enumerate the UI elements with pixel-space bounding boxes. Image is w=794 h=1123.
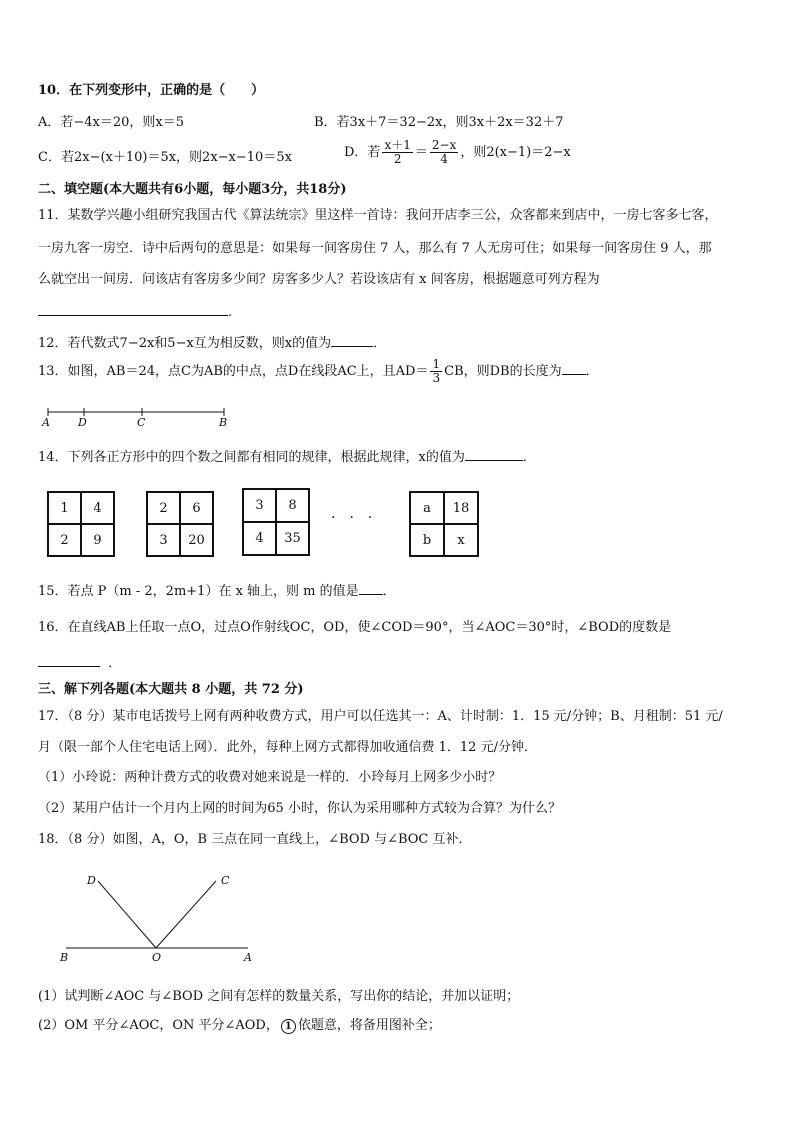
square-cell: a [410, 492, 444, 524]
q18-sub-2-instruction: 依题意，将备用图补全； [297, 1018, 441, 1033]
point-label-c: C [221, 874, 230, 887]
q18-stem: 18．（8 分）如图，A，O，B 三点在同一直线上，∠BOD 与∠BOC 互补． [38, 832, 472, 847]
q16-end: ． [108, 656, 122, 671]
q14-end: ． [522, 450, 536, 465]
q10-option-d [344, 139, 571, 166]
q15 [38, 582, 396, 601]
fraction-denominator: 4 [440, 152, 448, 166]
square-cell: 4 [81, 492, 114, 524]
equals-sign: ＝ [414, 145, 428, 160]
fraction [382, 139, 412, 166]
q13-end: ． [585, 364, 599, 379]
fraction-denominator: 3 [432, 371, 441, 385]
square-cell: 35 [276, 522, 309, 555]
square-cell: 8 [276, 489, 309, 522]
point-label-a: A [244, 951, 252, 964]
number-square-2 [146, 491, 214, 557]
square-cell: 1 [48, 492, 81, 524]
q10-option-a: A．若−4x＝20，则x＝5 [38, 115, 185, 130]
point-label-b: B [219, 416, 228, 429]
q18-sub-2 [38, 1017, 441, 1035]
q13-text-after: CB，则DB的长度为 [444, 364, 562, 379]
q17-sub-1: （1）小玲说：两种计费方式的收费对她来说是一样的．小玲每月上网多少小时？ [38, 770, 502, 785]
q11-line-3: 么就空出一间房．问该店有客房多少间？房客多少人？若设该店有 x 间客房，根据题意可列方程为 [38, 272, 600, 287]
q15-end: ． [382, 584, 396, 599]
q17-sub-2: （2）某用户估计一个月内上网的时间为65 小时，你认为采用哪种方式较为合算？为什么？ [38, 801, 561, 816]
q17-line-1: 17．（8 分）某市电话拨号上网有两种收费方式，用户可以任选其一：A、计时制：1．15 元/分钟；B、月租制：51 元/ [38, 709, 723, 724]
q17-line-2: 月（限一部个人住宅电话上网）．此外，每种上网方式都得加收通信费 1．12 元/分钟． [38, 740, 537, 755]
square-cell: 6 [180, 492, 213, 524]
q12 [38, 334, 386, 353]
q10-option-d-prefix: D．若 [344, 145, 381, 160]
q11-line-2: 一房九客一房空．诗中后两句的意思是：如果每一间客房住 7 人，那么有 7 人无房可住；如果每一间客房住 9 人，那 [38, 241, 712, 256]
q16-answer-line [38, 654, 121, 673]
angle-diagram [62, 875, 262, 955]
q10-option-d-suffix: ，则2(x−1)＝2−x [460, 145, 571, 160]
q14-text: 14．下列各正方形中的四个数之间都有相同的规律，根据此规律，x的值为 [38, 450, 465, 465]
number-square-1 [47, 491, 115, 557]
point-label-d: D [87, 874, 96, 887]
square-cell: x [444, 524, 478, 556]
q18-sub-2-text: (2）OM 平分∠AOC，ON 平分∠AOD， [38, 1018, 279, 1033]
point-label-a: A [42, 416, 50, 429]
square-cell: 18 [444, 492, 478, 524]
continuation-dots: · · · [331, 510, 373, 526]
answer-blank[interactable] [562, 362, 586, 375]
square-cell: 4 [243, 522, 276, 555]
q10-stem: 10．在下列变形中，正确的是（ ） [38, 83, 265, 98]
section-heading-solve: 三、解下列各题(本大题共 8 小题，共 72 分) [38, 682, 304, 697]
q10-option-c: C．若2x−(x＋10)＝5x，则2x−x−10＝5x [38, 150, 292, 165]
number-square-4 [409, 491, 479, 557]
point-label-c: C [137, 416, 146, 429]
point-label-d: D [78, 416, 87, 429]
point-label-o: O [152, 951, 162, 964]
answer-blank[interactable] [465, 448, 523, 461]
q18-sub-1: (1）试判断∠AOC 与∠BOD 之间有怎样的数量关系，写出你的结论，并加以证明； [38, 989, 520, 1004]
fraction-numerator: x＋1 [384, 138, 411, 152]
number-square-3 [242, 488, 310, 556]
q16-text: 16．在直线AB上任取一点O，过点O作射线OC，OD，使∠COD＝90°，当∠AOC＝30°时，∠BOD的度数是 [38, 620, 672, 635]
point-label-b: B [60, 951, 69, 964]
q11-answer-line [38, 303, 232, 322]
section-heading-fill-in: 二、填空题(本大题共有6小题，每小题3分，共18分) [38, 182, 347, 197]
square-cell: 2 [147, 492, 180, 524]
square-cell: 20 [180, 524, 213, 556]
circled-number: 1 [281, 1019, 296, 1034]
q10-option-b: B．若3x＋7＝32−2x，则3x＋2x＝32＋7 [314, 115, 564, 130]
q13 [38, 358, 599, 385]
q11-line-1: 11．某数学兴趣小组研究我国古代《算法统宗》里这样一首诗：我问开店李三公，众客都来到店中，一房七客多七客， [38, 208, 718, 223]
q13-text: 13．如图，AB＝24，点C为AB的中点，点D在线段AC上，且AD＝ [38, 364, 429, 379]
fraction-denominator: 2 [393, 152, 402, 166]
fraction [430, 358, 442, 385]
fraction [430, 139, 458, 166]
square-cell: 3 [147, 524, 180, 556]
square-cell: 9 [81, 524, 114, 556]
q12-text: 12．若代数式7−2x和5−x互为相反数，则x的值为 [38, 336, 332, 351]
q15-text: 15．若点 P（m - 2，2m+1）在 x 轴上，则 m 的值是 [38, 584, 359, 599]
answer-blank[interactable] [331, 334, 373, 347]
square-cell: 3 [243, 489, 276, 522]
fraction-numerator: 1 [432, 357, 441, 371]
q14 [38, 448, 536, 467]
q11-end: . [228, 305, 233, 320]
answer-blank[interactable] [38, 303, 228, 316]
square-cell: 2 [48, 524, 81, 556]
square-cell: b [410, 524, 444, 556]
answer-blank[interactable] [38, 654, 100, 667]
answer-blank[interactable] [359, 582, 383, 595]
q12-end: ． [373, 336, 387, 351]
fraction-numerator: 2−x [431, 138, 457, 152]
